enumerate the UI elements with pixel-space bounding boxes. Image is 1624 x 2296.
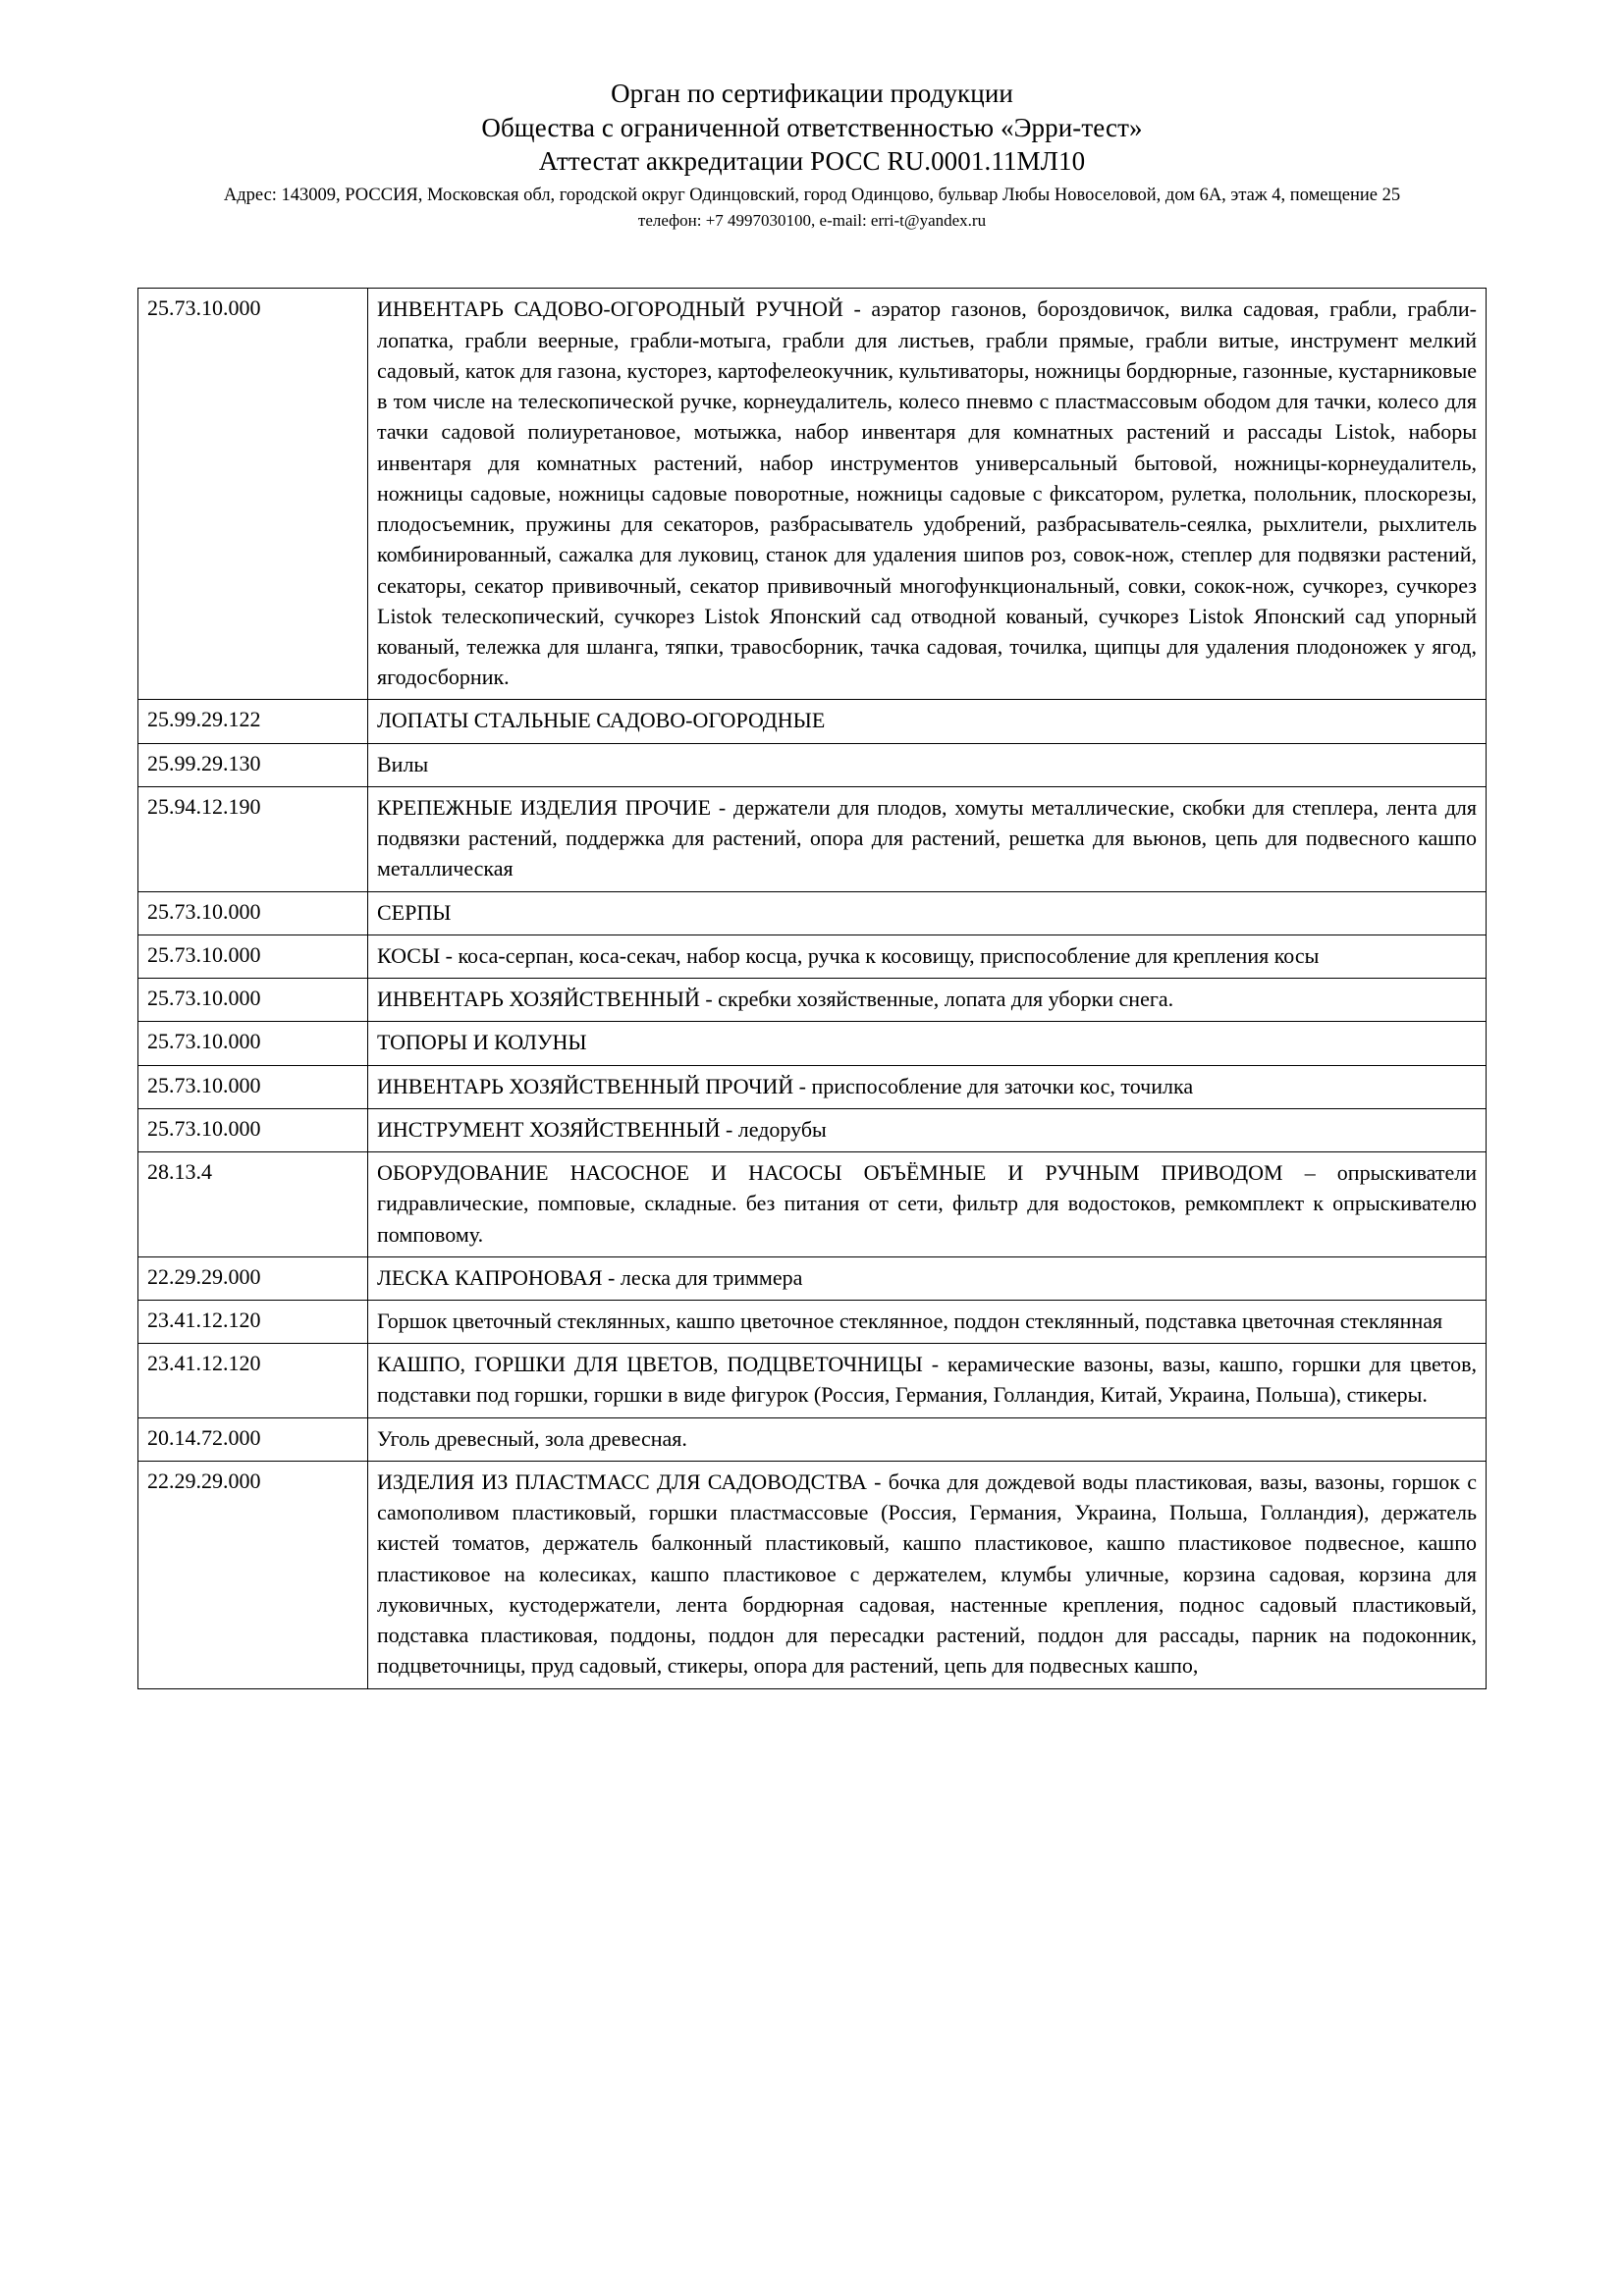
table-row (138, 1256, 1487, 1300)
product-code: 25.94.12.190 (138, 786, 368, 891)
product-description: ТОПОРЫ И КОЛУНЫ (368, 1022, 1487, 1065)
table-row (138, 1301, 1487, 1344)
product-code: 22.29.29.000 (138, 1461, 368, 1688)
product-description: Уголь древесный, зола древесная. (368, 1417, 1487, 1461)
table-row (138, 934, 1487, 978)
product-code: 25.73.10.000 (138, 1022, 368, 1065)
table-row (138, 1152, 1487, 1257)
table-row (138, 786, 1487, 891)
header-accreditation-line: Аттестат аккредитации РОСС RU.0001.11МЛ10 (538, 146, 1086, 177)
product-description: ИНВЕНТАРЬ ХОЗЯЙСТВЕННЫЙ - скребки хозяйственные, лопата для уборки снега. (368, 979, 1487, 1022)
product-code: 25.73.10.000 (138, 1065, 368, 1108)
product-code: 23.41.12.120 (138, 1344, 368, 1417)
header-contacts: телефон: +7 4997030100, e-mail: erri-t@yandex.ru (637, 210, 987, 230)
header-organization-line: Орган по сертификации продукции (611, 79, 1013, 108)
product-code: 28.13.4 (138, 1152, 368, 1257)
product-description: КОСЫ - коса-серпан, коса-секач, набор косца, ручка к косовищу, приспособление для крепления косы (368, 934, 1487, 978)
product-code: 25.73.10.000 (138, 979, 368, 1022)
table-row (138, 1022, 1487, 1065)
product-description: КРЕПЕЖНЫЕ ИЗДЕЛИЯ ПРОЧИЕ - держатели для плодов, хомуты металлические, скобки для степлера, лента для подвязки растений, поддержка для растений, опора для растений, решетка для вьюнов, цепь для подвесного кашпо металлическая (368, 786, 1487, 891)
product-code: 22.29.29.000 (138, 1256, 368, 1300)
product-code: 25.73.10.000 (138, 1108, 368, 1151)
table-row (138, 1417, 1487, 1461)
product-code: 25.73.10.000 (138, 289, 368, 700)
product-description: Вилы (368, 743, 1487, 786)
product-description: Горшок цветочный стеклянных, кашпо цветочное стеклянное, поддон стеклянный, подставка цветочная стеклянная (368, 1301, 1487, 1344)
product-code: 23.41.12.120 (138, 1301, 368, 1344)
product-description: ИНВЕНТАРЬ САДОВО-ОГОРОДНЫЙ РУЧНОЙ - аэратор газонов, бороздовичок, вилка садовая, грабли, грабли-лопатка, грабли веерные, грабли-мотыга, грабли для листьев, грабли прямые, грабли витые, инструмент мелкий садовый, каток для газона, кусторез, картофелеокучник, культиваторы, ножницы бордюрные, газонные, кустарниковые в том числе на телескопической ручке, корнеудалитель, колесо пневмо с пластмассовым ободом для тачки, колесо для тачки садовой полиуретановое, мотыжка, набор инвентаря для комнатных растений и рассады Listok, наборы инвентаря для комнатных растений, набор инструментов универсальный бытовой, ножницы-корнеудалитель, ножницы садовые, ножницы садовые поворотные, ножницы садовые с фиксатором, рулетка, полольник, плоскорезы, плодосъемник, пружины для секаторов, разбрасыватель удобрений, разбрасыватель-сеялка, рыхлители, рыхлитель комбинированный, сажалка для луковиц, станок для удаления шипов роз, совок-нож, степлер для подвязки растений, секаторы, секатор прививочный, секатор прививочный многофункциональный, совки, сокок-нож, сучкорез, сучкорез Listok телескопический, сучкорез Listok Японский сад отводной кованый, сучкорез Listok Японский сад упорный кованый, тележка для шланга, тяпки, травосборник, тачка садовая, точилка, щипцы для удаления плодоножек у ягод, ягодосборник. (368, 289, 1487, 700)
product-code: 20.14.72.000 (138, 1417, 368, 1461)
product-description: ЛОПАТЫ СТАЛЬНЫЕ САДОВО-ОГОРОДНЫЕ (368, 700, 1487, 743)
table-row (138, 891, 1487, 934)
table-row (138, 700, 1487, 743)
table-row (138, 1461, 1487, 1688)
product-code: 25.99.29.130 (138, 743, 368, 786)
table-row (138, 979, 1487, 1022)
table-row (138, 1108, 1487, 1151)
table-row (138, 289, 1487, 700)
product-description: КАШПО, ГОРШКИ ДЛЯ ЦВЕТОВ, ПОДЦВЕТОЧНИЦЫ - керамические вазоны, вазы, кашпо, горшки для цветов, подставки под горшки, горшки в виде фигурок (Россия, Германия, Голландия, Китай, Украина, Польша), стикеры. (368, 1344, 1487, 1417)
product-description: ЛЕСКА КАПРОНОВАЯ - леска для триммера (368, 1256, 1487, 1300)
table-row (138, 1344, 1487, 1417)
product-description: СЕРПЫ (368, 891, 1487, 934)
product-description: ИНСТРУМЕНТ ХОЗЯЙСТВЕННЫЙ - ледорубы (368, 1108, 1487, 1151)
document-header (137, 77, 1487, 231)
product-code: 25.99.29.122 (138, 700, 368, 743)
header-address: Адрес: 143009, РОССИЯ, Московская обл, городской округ Одинцовский, город Одинцово, бульвар Любы Новоселовой, дом 6А, этаж 4, помещение 25 (223, 185, 1401, 205)
product-description: ИЗДЕЛИЯ ИЗ ПЛАСТМАСС ДЛЯ САДОВОДСТВА - бочка для дождевой воды пластиковая, вазы, вазоны, горшок с самополивом пластиковый, горшки пластмассовые (Россия, Германия, Украина, Польша, Голландия), держатель кистей томатов, держатель балконный пластиковый, кашпо пластиковое, кашпо пластиковое подвесное, кашпо пластиковое на колесиках, кашпо пластиковое с держателем, клумбы уличные, корзина садовая, корзина для луковичных, кустодержатели, лента бордюрная садовая, настенные крепления, поднос садовый пластиковый, подставка пластиковая, поддоны, поддон для пересадки растений, поддон для рассады, парник на подоконник, подцветочницы, пруд садовый, стикеры, опора для растений, цепь для подвесных кашпо, (368, 1461, 1487, 1688)
product-description: ИНВЕНТАРЬ ХОЗЯЙСТВЕННЫЙ ПРОЧИЙ - приспособление для заточки кос, точилка (368, 1065, 1487, 1108)
product-code: 25.73.10.000 (138, 934, 368, 978)
table-row (138, 743, 1487, 786)
product-description: ОБОРУДОВАНИЕ НАСОСНОЕ И НАСОСЫ ОБЪЁМНЫЕ И РУЧНЫМ ПРИВОДОМ – опрыскиватели гидравлические, помповые, складные. без питания от сети, фильтр для водостоков, ремкомплект к опрыскивателю помповому. (368, 1152, 1487, 1257)
header-company-line: Общества с ограниченной ответственностью «Эрри-тест» (481, 112, 1143, 142)
products-table-body (138, 289, 1487, 1688)
table-row (138, 1065, 1487, 1108)
product-code: 25.73.10.000 (138, 891, 368, 934)
products-table (137, 288, 1487, 1688)
